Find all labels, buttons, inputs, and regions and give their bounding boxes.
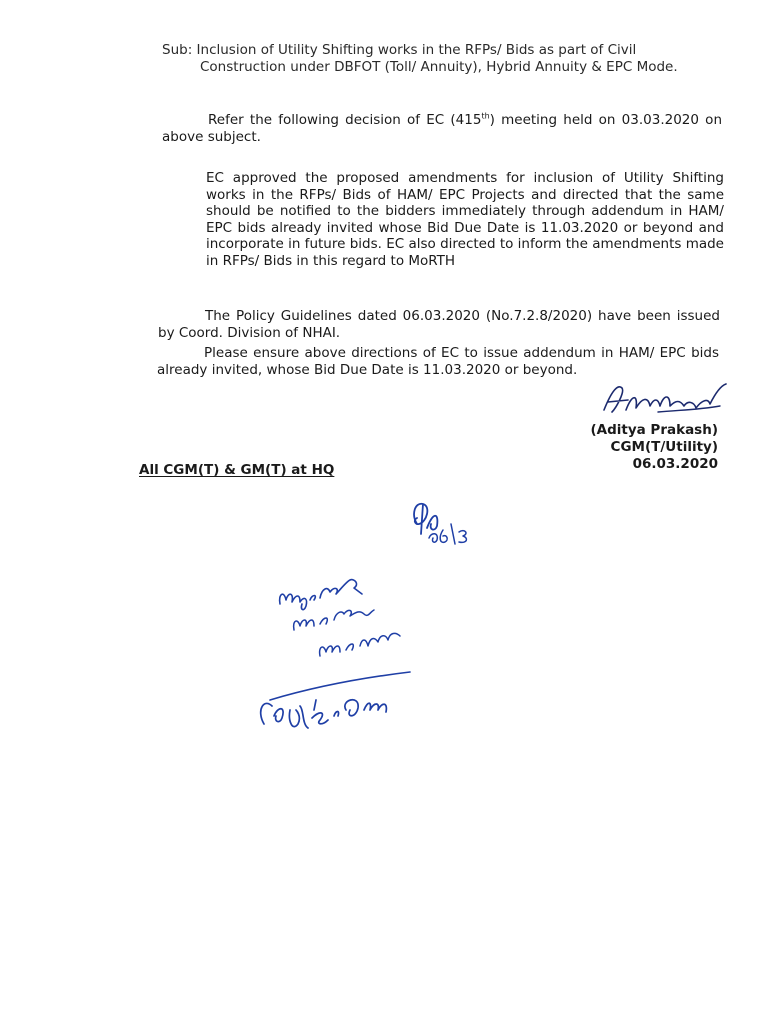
signatory-name: (Aditya Prakash) (590, 422, 718, 438)
intro-paragraph (162, 112, 722, 146)
policy-note-paragraph: The Policy Guidelines dated 06.03.2020 (No.7.2.8/2020) have been issued by Coord. Division of NHAI. (158, 308, 720, 341)
signatory-block (590, 422, 718, 473)
signatory-date: 06.03.2020 (632, 456, 718, 472)
intro-text-after: ) meeting held on 03.03.2020 on above subject. (162, 112, 723, 145)
instruction-paragraph: Please ensure above directions of EC to issue addendum in HAM/ EPC bids already invited, whose Bid Due Date is 11.03.2020 or beyond. (157, 345, 719, 378)
subject-line (162, 42, 722, 76)
ec-decision-paragraph: EC approved the proposed amendments for inclusion of Utility Shifting works in the RFPs/ Bids of HAM/ EPC Projects and directed that the same should be notified to the bidders immediately through addendum in HAM/ EPC bids already invited whose Bid Due Date is 11.03.2020 or beyond and incorporate in future bids. EC also directed to inform the amendments made in RFPs/ Bids in this regard to MoRTH (206, 170, 724, 269)
handwritten-initial-stamp (405, 494, 485, 554)
signature-image (598, 380, 738, 420)
subject-line-1: Sub: Inclusion of Utility Shifting works in the RFPs/ Bids as part of Civil (162, 42, 637, 58)
intro-text-before: Refer the following decision of EC (415 (208, 112, 482, 128)
subject-line-2: Construction under DBFOT (Toll/ Annuity), Hybrid Annuity & EPC Mode. (200, 59, 678, 75)
addressee-line: All CGM(T) & GM(T) at HQ (139, 462, 335, 478)
handwritten-marks (250, 560, 430, 740)
signatory-designation: CGM(T/Utility) (610, 439, 718, 455)
intro-superscript: th (481, 111, 490, 121)
